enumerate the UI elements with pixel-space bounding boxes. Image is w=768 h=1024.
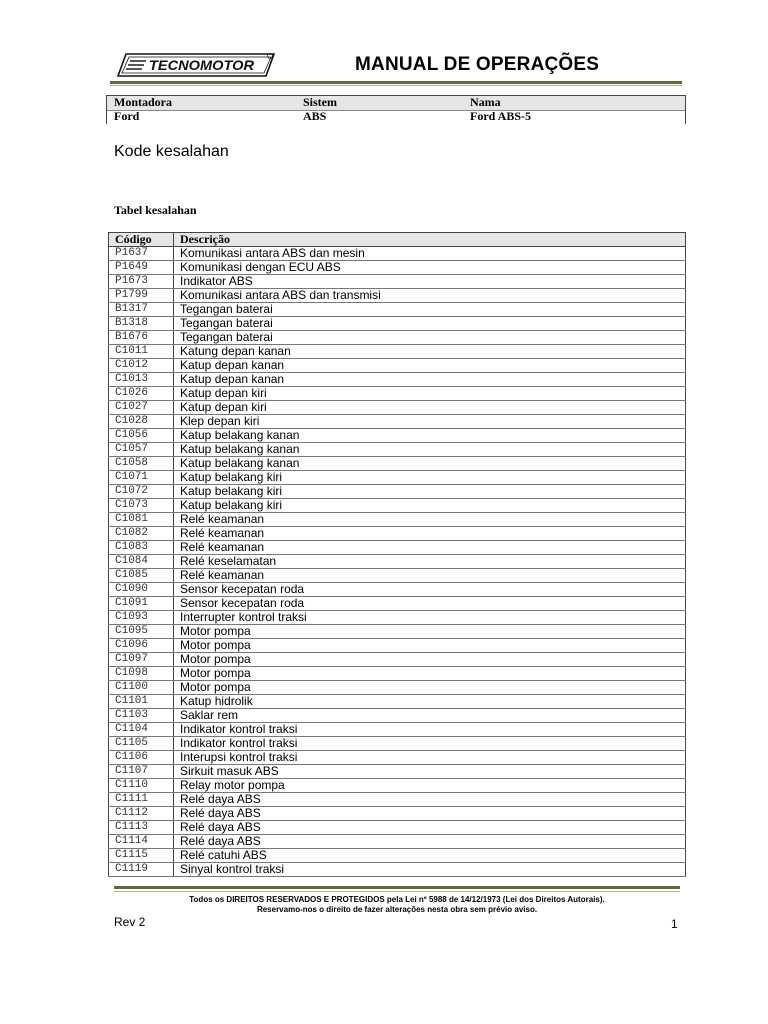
fault-code: C1097 (109, 653, 174, 667)
fault-description: Motor pompa (174, 667, 686, 681)
fault-code: C1100 (109, 681, 174, 695)
table-row (109, 807, 686, 821)
document-title: MANUAL DE OPERAÇÕES (355, 54, 600, 75)
fault-description: Motor pompa (174, 639, 686, 653)
table-row (109, 429, 686, 443)
table-row (109, 681, 686, 695)
page-header (110, 48, 682, 86)
fault-description: Relé daya ABS (174, 793, 686, 807)
header-rule-thin (110, 85, 682, 86)
fault-code: C1027 (109, 401, 174, 415)
fault-description: Katup hidrolik (174, 695, 686, 709)
footer-rule-thin (114, 891, 680, 892)
description-column-header: Descrição (174, 233, 686, 247)
nama-label: Nama (470, 95, 501, 109)
fault-description: Tegangan baterai (174, 317, 686, 331)
fault-description: Katup belakang kiri (174, 485, 686, 499)
fault-description: Interupsi kontrol traksi (174, 751, 686, 765)
fault-description: Klep depan kiri (174, 415, 686, 429)
fault-code: C1085 (109, 569, 174, 583)
fault-code-rows (109, 247, 686, 877)
table-row (109, 751, 686, 765)
fault-description: Katup depan kanan (174, 359, 686, 373)
sistem-label: Sistem (303, 95, 337, 109)
fault-code: C1073 (109, 499, 174, 513)
table-row (109, 737, 686, 751)
fault-description: Relé daya ABS (174, 835, 686, 849)
fault-description: Relé daya ABS (174, 821, 686, 835)
table-row (109, 765, 686, 779)
fault-code-table (108, 232, 686, 877)
fault-description: Indikator kontrol traksi (174, 737, 686, 751)
table-row (109, 331, 686, 345)
table-row (109, 471, 686, 485)
fault-code: C1058 (109, 457, 174, 471)
header-rule (110, 81, 682, 84)
table-row (109, 793, 686, 807)
section-title: Kode kesalahan (114, 143, 229, 160)
fault-description: Tegangan baterai (174, 303, 686, 317)
fault-code: C1095 (109, 625, 174, 639)
fault-code: C1057 (109, 443, 174, 457)
fault-code: C1119 (109, 863, 174, 877)
fault-description: Sensor kecepatan roda (174, 597, 686, 611)
table-row (109, 499, 686, 513)
table-row (109, 821, 686, 835)
footer-rule (114, 886, 680, 889)
fault-code: P1673 (109, 275, 174, 289)
table-row (109, 401, 686, 415)
table-row (109, 275, 686, 289)
table-row (109, 289, 686, 303)
table-row (109, 863, 686, 877)
fault-code: C1093 (109, 611, 174, 625)
fault-description: Katup belakang kiri (174, 499, 686, 513)
fault-description: Interrupter kontrol traksi (174, 611, 686, 625)
fault-code: C1107 (109, 765, 174, 779)
fault-code: P1649 (109, 261, 174, 275)
table-header-row (109, 233, 686, 247)
table-row (109, 555, 686, 569)
fault-description: Relé keamanan (174, 527, 686, 541)
fault-code: B1318 (109, 317, 174, 331)
table-row (109, 667, 686, 681)
fault-description: Relé daya ABS (174, 807, 686, 821)
fault-description: Katup depan kiri (174, 401, 686, 415)
page-number: 1 (671, 917, 678, 931)
table-row (109, 611, 686, 625)
table-row (109, 639, 686, 653)
fault-code: B1676 (109, 331, 174, 345)
fault-description: Katup depan kanan (174, 373, 686, 387)
fault-code: C1104 (109, 723, 174, 737)
fault-code: P1637 (109, 247, 174, 261)
logo-motion-lines-icon (126, 61, 146, 69)
table-row (109, 359, 686, 373)
table-row (109, 527, 686, 541)
fault-description: Motor pompa (174, 625, 686, 639)
table-row (109, 303, 686, 317)
fault-description: Indikator ABS (174, 275, 686, 289)
fault-code: C1111 (109, 793, 174, 807)
fault-code: B1317 (109, 303, 174, 317)
fault-description: Komunikasi antara ABS dan transmisi (174, 289, 686, 303)
table-row (109, 583, 686, 597)
fault-code: C1113 (109, 821, 174, 835)
logo-text: TECNOMOTOR (149, 57, 255, 73)
fault-code: C1105 (109, 737, 174, 751)
fault-description: Katup depan kiri (174, 387, 686, 401)
fault-code: C1082 (109, 527, 174, 541)
fault-code: C1103 (109, 709, 174, 723)
fault-description: Saklar rem (174, 709, 686, 723)
fault-code: C1098 (109, 667, 174, 681)
fault-description: Relé keamanan (174, 569, 686, 583)
fault-description: Indikator kontrol traksi (174, 723, 686, 737)
fault-code: P1799 (109, 289, 174, 303)
fault-description: Komunikasi dengan ECU ABS (174, 261, 686, 275)
fault-description: Katup belakang kiri (174, 471, 686, 485)
fault-code: C1084 (109, 555, 174, 569)
nama-value: Ford ABS-5 (470, 109, 532, 123)
table-row (109, 485, 686, 499)
table-row (109, 779, 686, 793)
fault-description: Relé keamanan (174, 513, 686, 527)
fault-code: C1028 (109, 415, 174, 429)
fault-description: Motor pompa (174, 653, 686, 667)
fault-code: C1114 (109, 835, 174, 849)
revision-label: Rev 2 (114, 915, 146, 929)
montadora-value: Ford (114, 109, 140, 123)
table-row (109, 345, 686, 359)
fault-code: C1081 (109, 513, 174, 527)
fault-description: Tegangan baterai (174, 331, 686, 345)
info-labels-row (107, 96, 685, 111)
table-row (109, 513, 686, 527)
legal-notice-line-1: Todos os DIREITOS RESERVADOS E PROTEGIDOS pela Lei nº 5988 de 14/12/1973 (Lei dos Direitos Autorais). (189, 895, 605, 904)
table-row (109, 443, 686, 457)
fault-code: C1013 (109, 373, 174, 387)
fault-code: C1026 (109, 387, 174, 401)
table-row (109, 261, 686, 275)
fault-code: C1090 (109, 583, 174, 597)
fault-description: Katung depan kanan (174, 345, 686, 359)
sistem-value: ABS (303, 109, 327, 123)
fault-code: C1110 (109, 779, 174, 793)
table-row (109, 709, 686, 723)
fault-description: Sinyal kontrol traksi (174, 863, 686, 877)
fault-description: Sensor kecepatan roda (174, 583, 686, 597)
fault-description: Motor pompa (174, 681, 686, 695)
table-row (109, 695, 686, 709)
tecnomotor-logo (116, 52, 276, 78)
table-row (109, 849, 686, 863)
legal-notice-line-2: Reservamo-nos o direito de fazer alterações nesta obra sem prévio aviso. (256, 905, 538, 914)
table-row (109, 653, 686, 667)
fault-code: C1012 (109, 359, 174, 373)
table-row (109, 317, 686, 331)
table-row (109, 541, 686, 555)
fault-code: C1091 (109, 597, 174, 611)
table-row (109, 569, 686, 583)
fault-code: C1071 (109, 471, 174, 485)
table-row (109, 373, 686, 387)
fault-description: Sirkuit masuk ABS (174, 765, 686, 779)
fault-code: C1112 (109, 807, 174, 821)
table-row (109, 625, 686, 639)
table-title: Tabel kesalahan (114, 203, 197, 217)
legal-notice (114, 895, 680, 915)
info-values-row (107, 110, 685, 124)
table-row (109, 247, 686, 261)
fault-description: Relé catuhi ABS (174, 849, 686, 863)
table-row (109, 835, 686, 849)
fault-code: C1096 (109, 639, 174, 653)
fault-code: C1101 (109, 695, 174, 709)
montadora-label: Montadora (114, 95, 172, 109)
fault-code: C1106 (109, 751, 174, 765)
fault-description: Komunikasi antara ABS dan mesin (174, 247, 686, 261)
fault-code: C1011 (109, 345, 174, 359)
fault-description: Relay motor pompa (174, 779, 686, 793)
fault-description: Katup belakang kanan (174, 429, 686, 443)
fault-description: Relé keamanan (174, 541, 686, 555)
fault-description: Katup belakang kanan (174, 443, 686, 457)
vehicle-info-table (106, 95, 686, 124)
table-row (109, 387, 686, 401)
table-row (109, 597, 686, 611)
fault-code: C1056 (109, 429, 174, 443)
fault-description: Relé keselamatan (174, 555, 686, 569)
table-row (109, 723, 686, 737)
fault-code: C1115 (109, 849, 174, 863)
fault-code: C1083 (109, 541, 174, 555)
fault-description: Katup belakang kanan (174, 457, 686, 471)
table-row (109, 415, 686, 429)
fault-code: C1072 (109, 485, 174, 499)
table-row (109, 457, 686, 471)
code-column-header: Código (109, 233, 174, 247)
